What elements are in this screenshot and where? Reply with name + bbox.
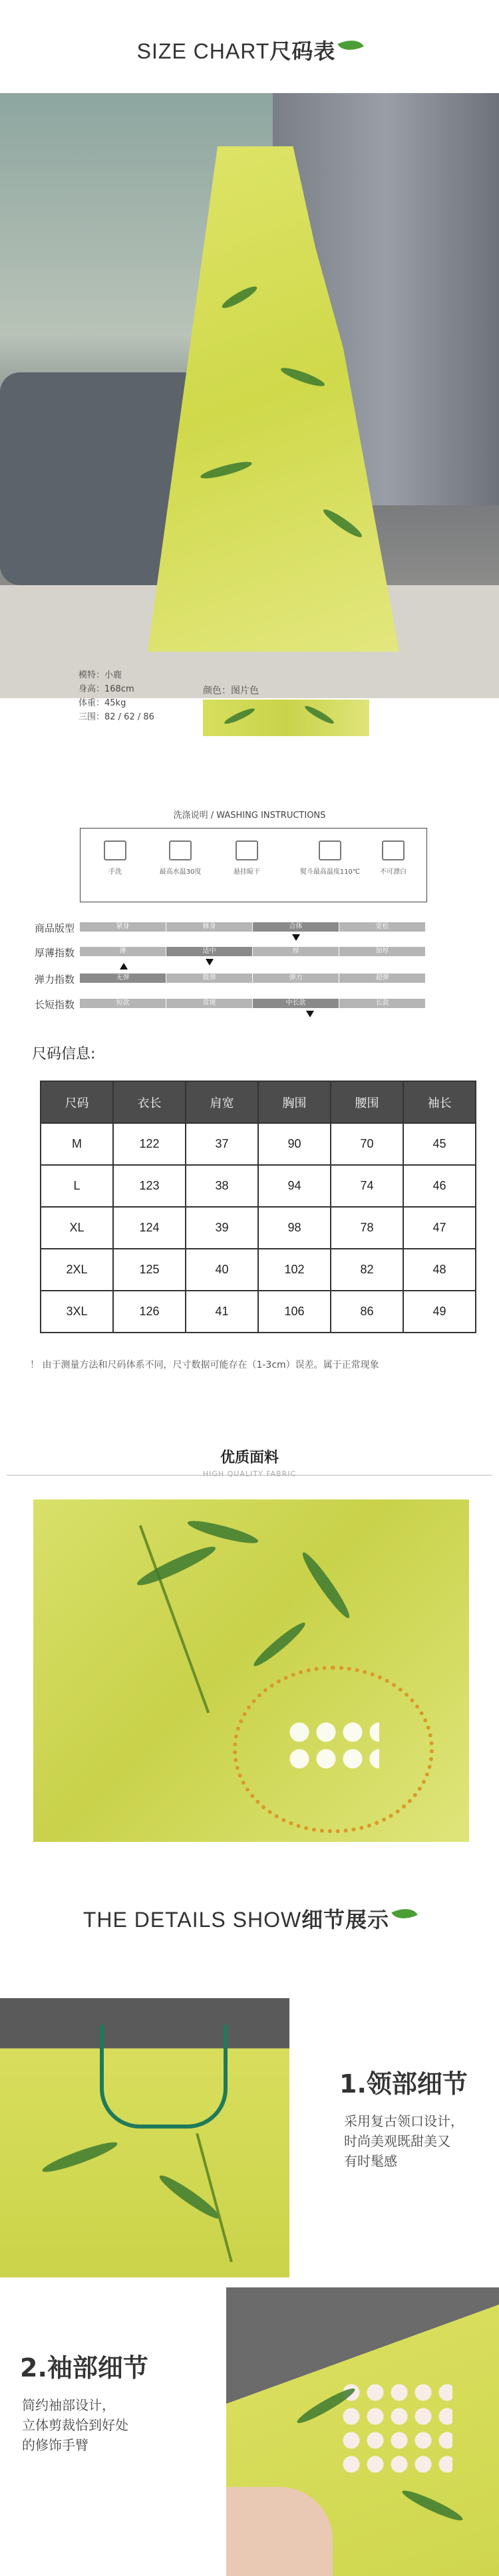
color-label: 颜色：图片色	[203, 686, 259, 696]
detail1-line3: 有时髦感	[344, 2153, 397, 2169]
table-cell: 126	[113, 1291, 186, 1333]
size-chart-title-en: SIZE CHART	[136, 39, 270, 63]
scale-length-bar: 短款 常规 中长款 长款	[80, 999, 426, 1008]
detail2-line1: 简约袖部设计，	[22, 2397, 115, 2413]
model-name: 模特：小鹿	[79, 670, 122, 680]
table-cell: 123	[113, 1165, 186, 1207]
size-table	[40, 1081, 476, 1333]
scale-fit-label: 商品版型	[34, 922, 75, 934]
size-chart-title-cn: 尺码表	[269, 39, 336, 63]
table-cell: 125	[113, 1249, 186, 1291]
table-cell: 124	[113, 1207, 186, 1249]
table-cell: 49	[403, 1291, 476, 1333]
table-cell: 98	[258, 1207, 331, 1249]
table-cell: 2XL	[41, 1249, 113, 1291]
model-measurements: 三围：82 / 62 / 86	[79, 712, 154, 722]
header-sleeve: 袖长	[403, 1081, 476, 1123]
table-cell: 45	[403, 1123, 476, 1165]
model-info	[79, 668, 154, 724]
table-cell: 48	[403, 1249, 476, 1291]
table-row	[41, 1123, 476, 1165]
table-cell: 106	[258, 1291, 331, 1333]
table-cell: L	[41, 1165, 113, 1207]
table-cell: 78	[331, 1207, 403, 1249]
detail1-line1: 采用复古领口设计，	[344, 2113, 464, 2129]
scale-elasticity-marker	[120, 963, 128, 969]
scale-length-label: 长短指数	[34, 999, 75, 1011]
water-temp-icon	[169, 840, 192, 860]
fabric-title: 优质面料	[220, 1450, 279, 1466]
scale-fit-bar: 紧身 修身 合体 宽松	[80, 922, 426, 932]
collar-piping	[100, 2025, 228, 2128]
detail2-line3: 的修饰手臂	[22, 2437, 88, 2453]
hand-wash-icon	[104, 840, 126, 860]
scale-thickness-bar: 薄 适中 厚 加厚	[80, 947, 426, 956]
table-cell: 94	[258, 1165, 331, 1207]
header-shoulder: 肩宽	[186, 1081, 258, 1123]
sleeve-detail-photo	[226, 2287, 499, 2576]
wash-item-hand: 手洗	[88, 840, 142, 876]
iron-icon	[319, 840, 341, 860]
table-cell: 41	[186, 1291, 258, 1333]
scale-thickness	[34, 946, 426, 959]
model-photo	[0, 93, 499, 698]
wash-item-hang: 悬挂晾干	[220, 840, 273, 876]
fabric-subtitle: HIGH QUALITY FABRIC	[202, 1470, 297, 1478]
table-cell: 122	[113, 1123, 186, 1165]
table-cell: 102	[258, 1249, 331, 1291]
table-row	[41, 1207, 476, 1249]
no-bleach-icon	[382, 840, 405, 860]
measurement-note: ！ 由于测量方法和尺码体系不同，尺寸数据可能存在（1-3cm）误差。属于正常现象	[30, 1360, 379, 1370]
detail2-line2: 立体剪裁恰到好处	[22, 2417, 128, 2433]
table-cell: 3XL	[41, 1291, 113, 1333]
scale-thickness-label: 厚薄指数	[34, 947, 75, 959]
details-title	[0, 1903, 499, 1934]
table-cell: 37	[186, 1123, 258, 1165]
table-cell: XL	[41, 1207, 113, 1249]
hang-dry-icon	[236, 840, 258, 860]
details-title-en: THE DETAILS SHOW	[83, 1908, 302, 1932]
model-weight: 体重：45kg	[79, 698, 126, 708]
details-title-cn: 细节展示	[301, 1908, 390, 1932]
wash-item-temp: 最高水温30度	[154, 840, 207, 876]
detail1-line2: 时尚美观既甜美又	[344, 2133, 450, 2149]
table-cell: 74	[331, 1165, 403, 1207]
embroidery-flowers	[286, 1719, 379, 1772]
washing-box	[80, 828, 427, 902]
scale-length-marker	[306, 1011, 314, 1017]
table-cell: 90	[258, 1123, 331, 1165]
detail1-text	[344, 2111, 464, 2171]
detail2-heading: 2.袖部细节	[20, 2353, 148, 2383]
size-table-header	[41, 1081, 476, 1123]
header-waist: 腰围	[331, 1081, 403, 1123]
table-cell: 82	[331, 1249, 403, 1291]
table-cell: 46	[403, 1165, 476, 1207]
fabric-photo	[33, 1499, 469, 1842]
header-length: 衣长	[113, 1081, 186, 1123]
wash-item-iron: 熨斗最高温度110℃	[293, 840, 367, 876]
table-cell: M	[41, 1123, 113, 1165]
sleeve-hand	[226, 2487, 333, 2576]
header-size: 尺码	[41, 1081, 113, 1123]
table-row	[41, 1249, 476, 1291]
table-cell: 70	[331, 1123, 403, 1165]
table-cell: 39	[186, 1207, 258, 1249]
washing-title: 洗涤说明 / WASHING INSTRUCTIONS	[173, 811, 326, 821]
scale-fit-marker	[292, 934, 300, 941]
scale-thickness-marker	[206, 959, 214, 966]
size-info-title: 尺码信息:	[32, 1046, 96, 1063]
scale-elasticity-bar: 无弹 微弹 弹力 超弹	[80, 973, 426, 983]
detail2-text	[22, 2395, 128, 2455]
scale-fit	[34, 921, 426, 934]
table-row	[41, 1291, 476, 1333]
header-bust: 胸围	[258, 1081, 331, 1123]
table-row	[41, 1165, 476, 1207]
color-swatch	[203, 700, 369, 736]
table-cell: 40	[186, 1249, 258, 1291]
leaf-icon	[392, 1903, 418, 1924]
collar-detail-photo	[0, 1998, 289, 2277]
scale-length	[34, 997, 426, 1011]
wash-item-bleach: 不可漂白	[367, 840, 420, 876]
model-height: 身高：168cm	[79, 684, 134, 694]
sleeve-embroidery	[339, 2381, 452, 2474]
detail1-heading: 1.领部细节	[339, 2069, 468, 2099]
scale-elasticity-label: 弹力指数	[34, 973, 75, 985]
size-chart-title	[0, 35, 499, 65]
table-cell: 38	[186, 1165, 258, 1207]
leaf-icon	[338, 35, 364, 56]
table-cell: 86	[331, 1291, 403, 1333]
scale-elasticity	[34, 972, 426, 985]
table-cell: 47	[403, 1207, 476, 1249]
